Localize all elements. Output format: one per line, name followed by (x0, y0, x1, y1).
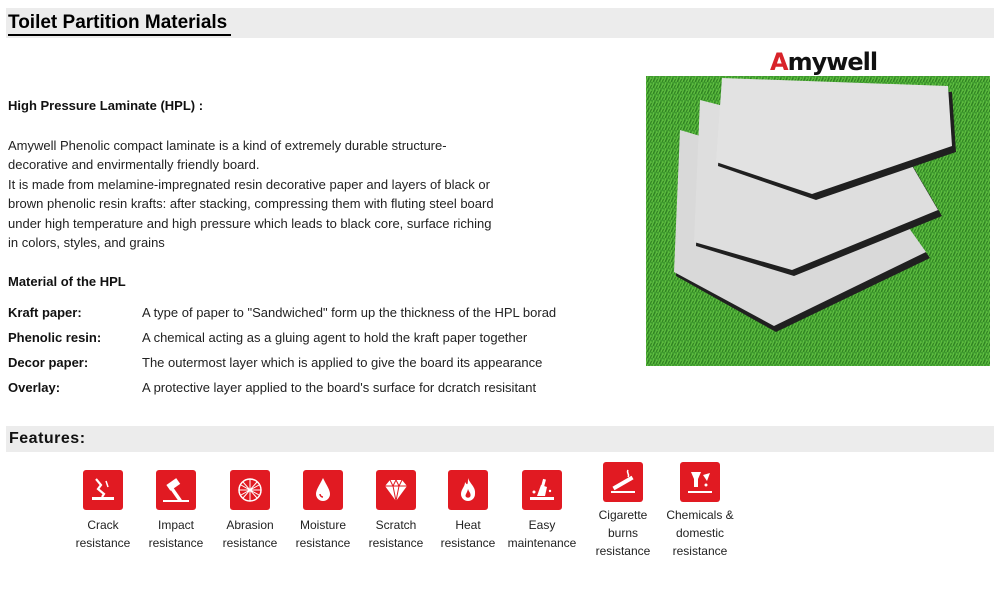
feature-label: Moisture resistance (295, 518, 351, 550)
material-description: A chemical acting as a gluing agent to hold the kraft paper together (142, 330, 528, 345)
materials-heading: Material of the HPL (8, 274, 126, 289)
material-description: A type of paper to "Sandwiched" form up the thickness of the HPL borad (142, 305, 557, 320)
page-title: Toilet Partition Materials (8, 12, 231, 36)
feature-label: Crack resistance (75, 518, 131, 550)
feature-label: Impact resistance (148, 518, 204, 550)
crack-icon (83, 470, 123, 510)
hpl-paragraph: It is made from melamine-impregnated resin decorative paper and layers of black or brown phenolic resin krafts: after stacking, compressing them with fluting steel board under high temperature and high pressure which leads to black core, surface riching in colors, styles, and grains (8, 176, 494, 251)
features-bar (6, 426, 994, 452)
material-term: Phenolic resin: (8, 330, 102, 345)
brand-logo: Amywell (770, 48, 878, 76)
hpl-paragraph: Amywell Phenolic compact laminate is a kind of extremely durable structure-decorative and envirmentally friendly board. (8, 138, 447, 173)
feature-label: Abrasion resistance (222, 518, 278, 550)
material-term: Decor paper: (8, 355, 89, 370)
features-heading: Features: (9, 430, 86, 447)
feature-label: Scratch resistance (368, 518, 424, 550)
material-description: The outermost layer which is applied to give the board its appearance (142, 355, 543, 370)
material-description: A protective layer applied to the board's surface for dcratch resisitant (142, 380, 537, 395)
feature-label: Easy maintenance (507, 518, 577, 550)
material-term: Overlay: (8, 380, 61, 395)
feature-easy-maintenance (497, 470, 587, 552)
feature-label: Cigarette burns resistance (595, 508, 651, 558)
impact-hammer-icon (156, 470, 196, 510)
cigarette-icon (603, 462, 643, 502)
water-drop-icon (303, 470, 343, 510)
hpl-heading: High Pressure Laminate (HPL) : (8, 98, 204, 113)
hpl-description (8, 136, 498, 252)
cleaning-icon (522, 470, 562, 510)
feature-chemicals-resistance (655, 470, 745, 560)
abrasion-icon (230, 470, 270, 510)
hpl-boards-photo (646, 76, 990, 366)
flame-icon (448, 470, 488, 510)
feature-label: Chemicals & domestic resistance (666, 508, 734, 558)
chemical-flask-icon (680, 462, 720, 502)
feature-label: Heat resistance (440, 518, 496, 550)
material-term: Kraft paper: (8, 305, 82, 320)
diamond-icon (376, 470, 416, 510)
